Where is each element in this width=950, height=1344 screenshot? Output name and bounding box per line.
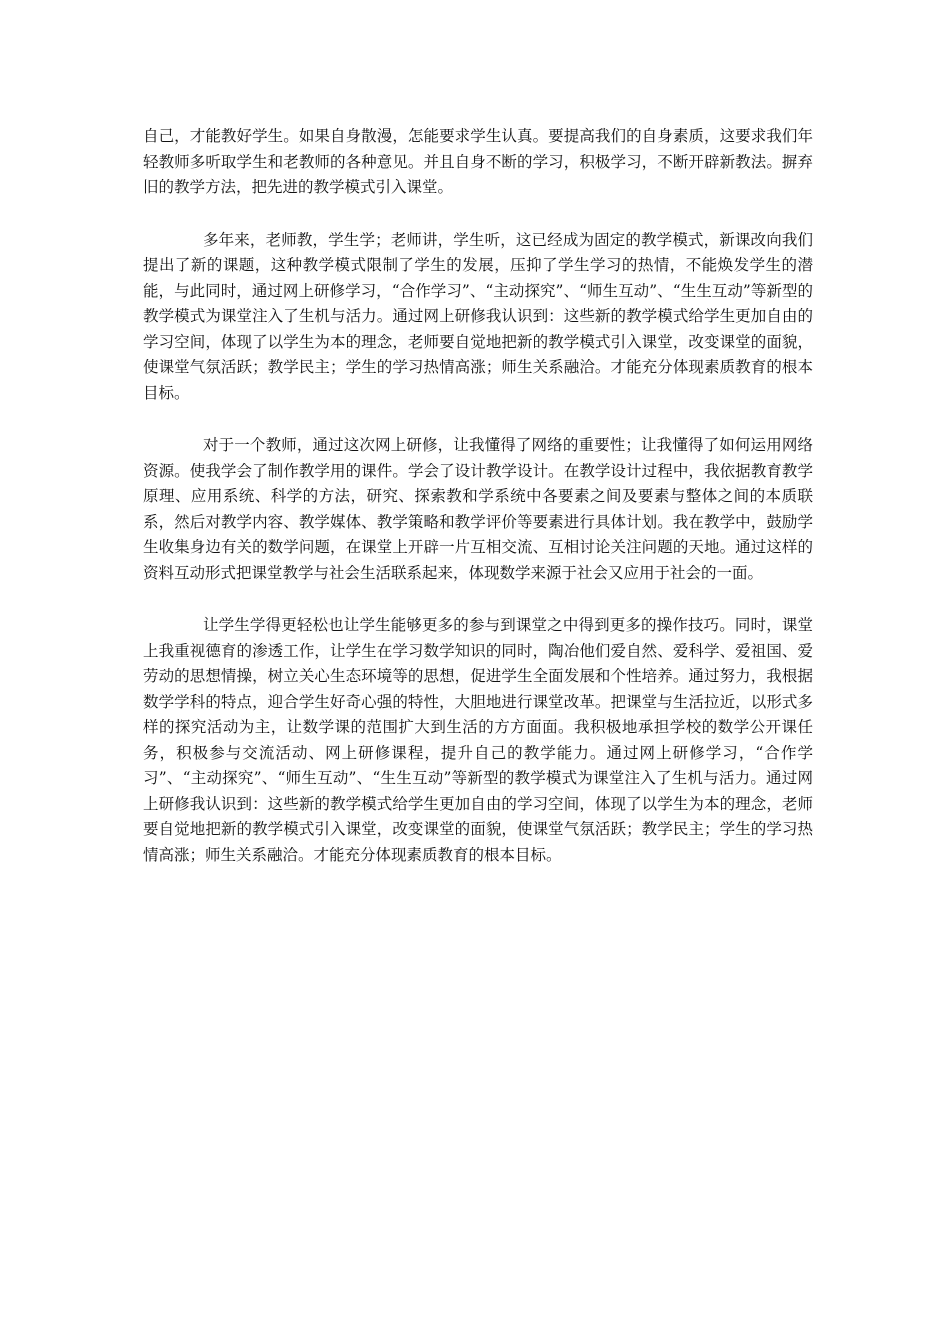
paragraph-4: 让学生学得更轻松也让学生能够更多的参与到课堂之中得到更多的操作技巧。同时，课堂上我重视德育的渗透工作，让学生在学习数学知识的同时，陶冶他们爱自然、爱科学、爱祖国、爱劳动的思想情操，树立关心生态环境等的思想，促进学生全面发展和个性培养。通过努力，我根据数学学科的特点，迎合学生好奇心强的特性，大胆地进行课堂改革。把课堂与生活拉近，以形式多样的探究活动为主，让数学课的范围扩大到生活的方方面面。我积极地承担学校的数学公开课任务，积极参与交流活动、网上研修课程，提升自己的教学能力。通过网上研修学习，“合作学习”、“主动探究”、“师生互动”、“生生互动”等新型的教学模式为课堂注入了生机与活力。通过网上研修我认识到：这些新的教学模式给学生更加自由的学习空间，体现了以学生为本的理念，老师要自觉地把新的教学模式引入课堂，改变课堂的面貌，使课堂气氛活跃；教学民主；学生的学习热情高涨；师生关系融洽。才能充分体现素质教育的根本目标。: [143, 616, 813, 864]
paragraph-3: 对于一个教师，通过这次网上研修，让我懂得了网络的重要性；让我懂得了如何运用网络资源。使我学会了制作教学用的课件。学会了设计教学设计。在教学设计过程中，我依据教育教学原理、应用系统、科学的方法，研究、探索教和学系统中各要素之间及要素与整体之间的本质联系，然后对教学内容、教学媒体、教学策略和教学评价等要素进行具体计划。我在教学中，鼓励学生收集身边有关的数学问题，在课堂上开辟一片互相交流、互相讨论关注问题的天地。通过这样的资料互动形式把课堂教学与社会生活联系起来，体现数学来源于社会又应用于社会的一面。: [143, 436, 813, 582]
paragraph-2: 多年来，老师教，学生学；老师讲，学生听，这已经成为固定的教学模式，新课改向我们提出了新的课题，这种教学模式限制了学生的发展，压抑了学生学习的热情，不能焕发学生的潜能，与此同时，通过网上研修学习，“合作学习”、“主动探究”、“师生互动”、“生生互动”等新型的教学模式为课堂注入了生机与活力。通过网上研修我认识到：这些新的教学模式给学生更加自由的学习空间，体现了以学生为本的理念，老师要自觉地把新的教学模式引入课堂，改变课堂的面貌，使课堂气氛活跃；教学民主；学生的学习热情高涨；师生关系融洽。才能充分体现素质教育的根本目标。: [143, 230, 813, 402]
document-body: [143, 124, 813, 895]
paragraph-1: 自己，才能教好学生。如果自身散漫，怎能要求学生认真。要提高我们的自身素质，这要求我们年轻教师多听取学生和老教师的各种意见。并且自身不断的学习，积极学习，不断开辟新教法。摒弃旧的教学方法，把先进的教学模式引入课堂。: [143, 127, 813, 196]
